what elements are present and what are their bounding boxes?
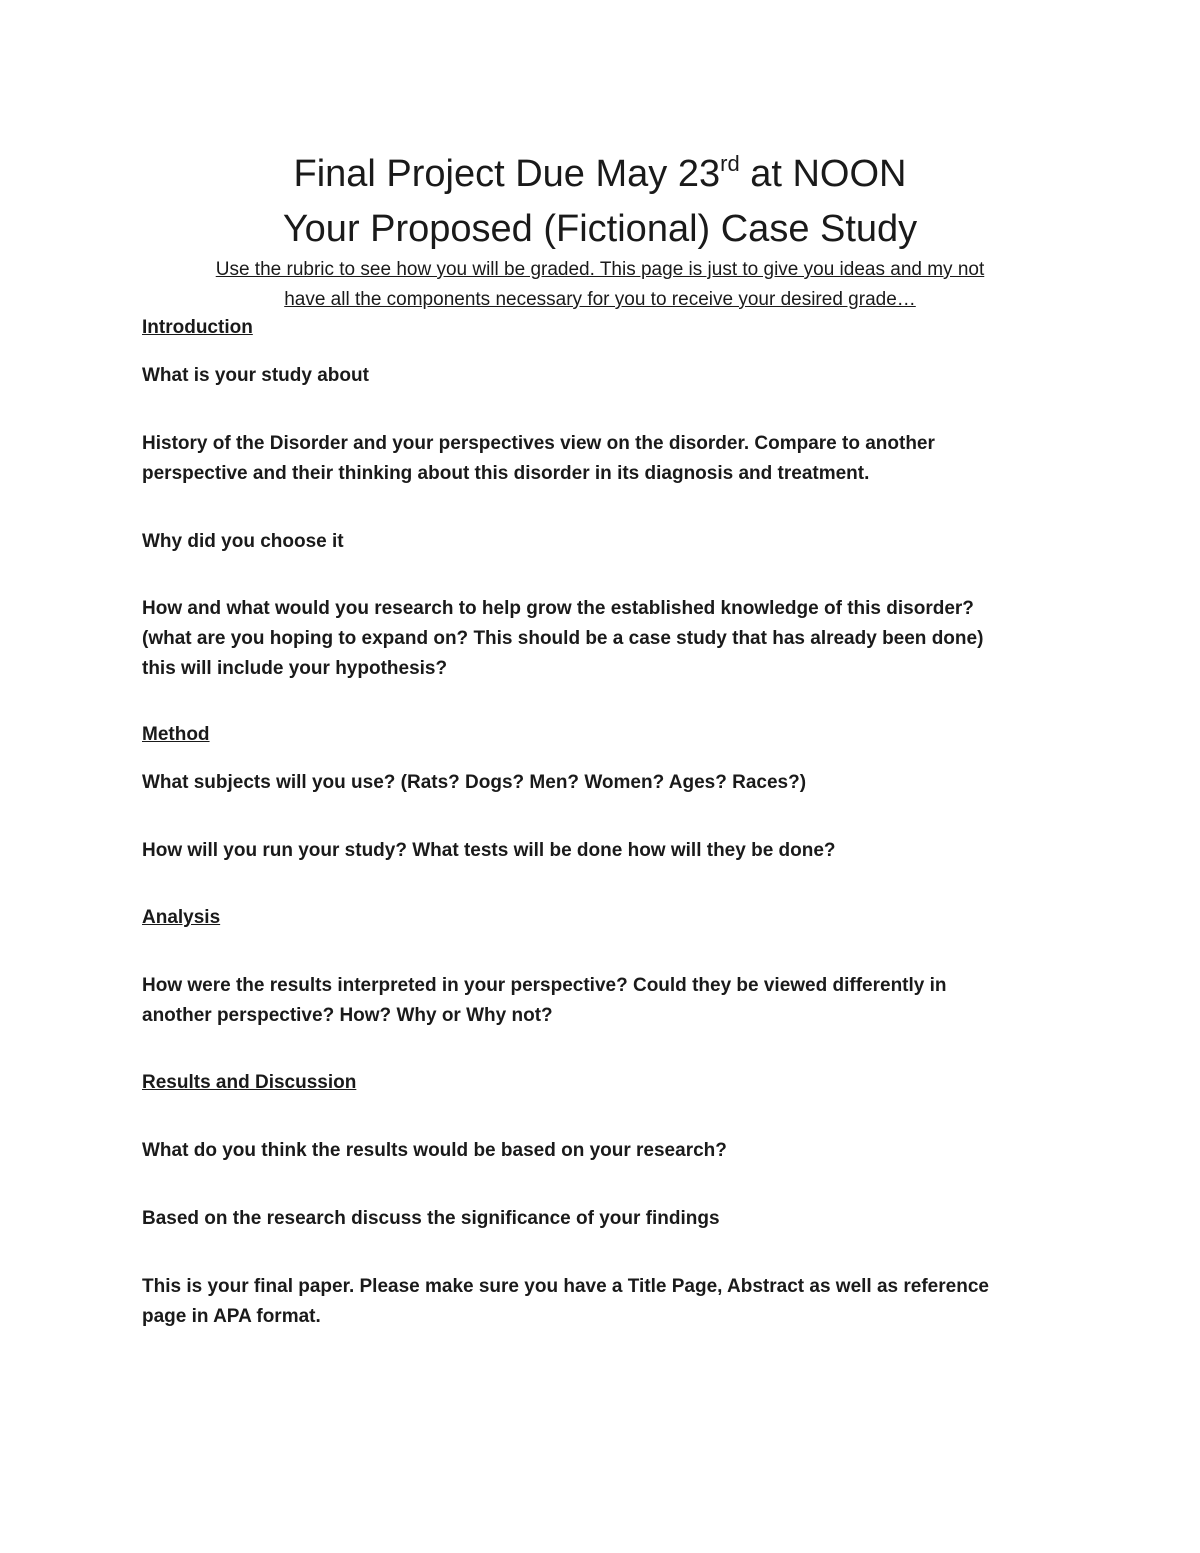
final-paper-instructions [142,1272,1062,1332]
intro-question-line: What is your study about [142,365,369,386]
final-paper-line: This is your final paper. Please make sure you have a Title Page, Abstract as well as reference [142,1276,989,1297]
heading-analysis: Analysis [142,907,221,928]
heading-method: Method [142,724,210,745]
method-question-subjects [142,768,1062,798]
results-question-line: What do you think the results would be based on your research? [142,1140,727,1161]
analysis-question-line: How were the results interpreted in your perspective? Could they be viewed differently in [142,975,947,996]
rubric-note-line-2: have all the components necessary for you to receive your desired grade… [284,289,916,310]
intro-question-research [142,594,1062,684]
title-line-1 [0,152,1200,201]
results-question-significance [142,1204,1062,1234]
intro-question-line: perspective and their thinking about this disorder in its diagnosis and treatment. [142,463,870,484]
intro-question-history [142,429,1062,489]
method-question-run-study [142,836,1062,866]
results-question-expected [142,1136,1062,1166]
intro-question-why-choose [142,527,1062,557]
method-question-line: How will you run your study? What tests will be done how will they be done? [142,840,836,861]
analysis-question-line: another perspective? How? Why or Why not? [142,1005,553,1026]
intro-question-line: History of the Disorder and your perspectives view on the disorder. Compare to another [142,433,935,454]
heading-results-and-discussion: Results and Discussion [142,1072,357,1093]
intro-question-line: (what are you hoping to expand on? This should be a case study that has already been done) [142,628,984,649]
intro-question-line: this will include your hypothesis? [142,658,448,679]
final-paper-line: page in APA format. [142,1306,321,1327]
heading-introduction: Introduction [142,317,253,338]
title-line-1-suffix: at NOON [739,153,907,195]
rubric-note-line-1: Use the rubric to see how you will be graded. This page is just to give you ideas and my not [215,259,985,280]
title-line-1-prefix: Final Project Due May 23 [293,153,721,195]
results-question-line: Based on the research discuss the significance of your findings [142,1208,720,1229]
analysis-question-interpretation [142,971,1062,1031]
intro-question-study-about [142,361,1062,391]
method-question-line: What subjects will you use? (Rats? Dogs? Men? Women? Ages? Races?) [142,772,807,793]
title-line-2: Your Proposed (Fictional) Case Study [282,208,918,250]
title-superscript: rd [720,151,740,176]
intro-question-line: Why did you choose it [142,531,344,552]
intro-question-line: How and what would you research to help grow the established knowledge of this disorder? [142,598,974,619]
